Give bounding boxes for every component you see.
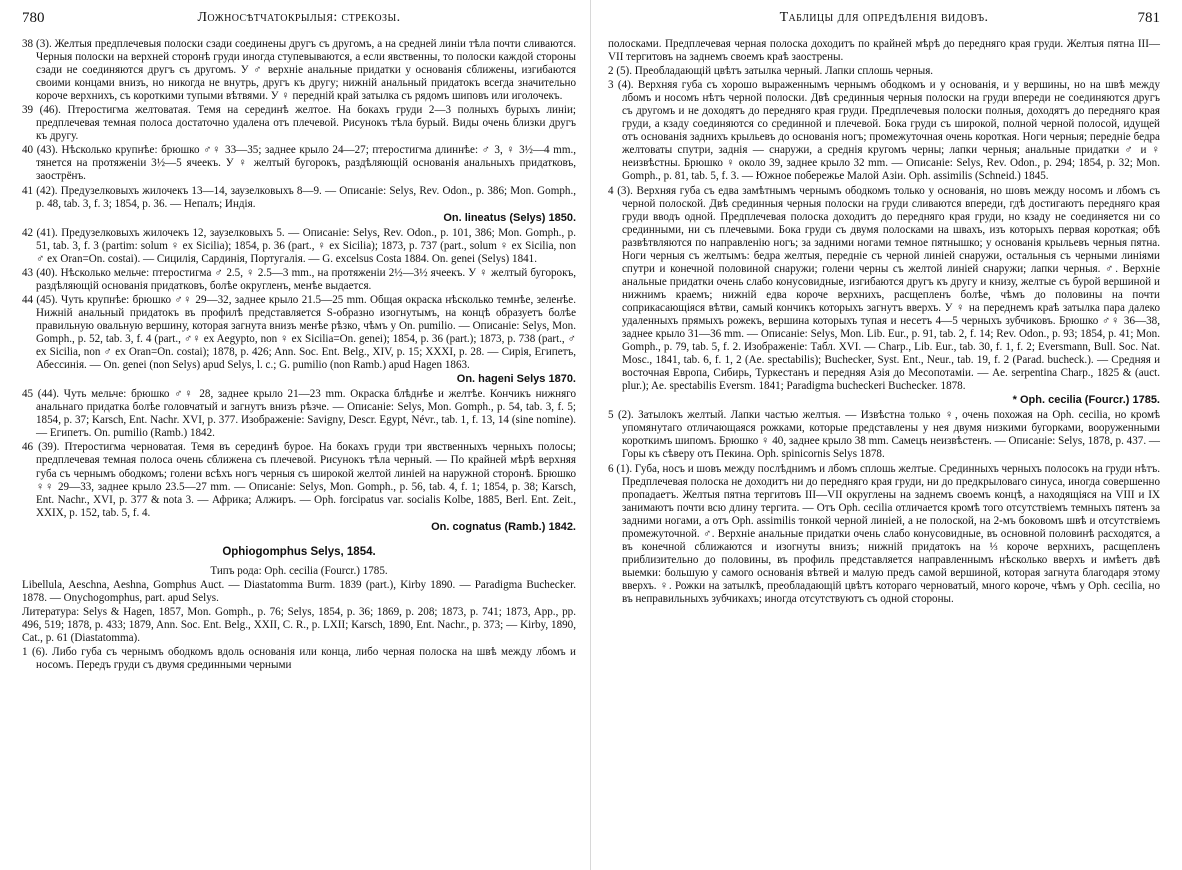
paragraph: Литература: Selys & Hagen, 1857, Mon. Gomph., p. 76; Selys, 1854, p. 36; 1869, p. 208; 1873, p. 741; 1873, App., pp. 496, 519; 1878, p. 433; 1879, Ann. Soc. Ent. Belg., XXII, C. R., p. LXII; Karsch, 1890, Ent. Nachr., p. 373; — Kirby, 1890, Cat., p. 61 (Diastatomma). <box>22 605 576 645</box>
key-couplet: 4 (3). Верхняя губа съ едва замѣтнымъ чернымъ ободкомъ только у основанія, но шовъ между носомъ и лбомъ съ черной полоской. Двѣ срединныя черныя полоски на груди сливаются впереди, гдѣ достигаютъ передняго края груди вводъ одной. Предплечевая полоска доходитъ до передняго края груди, но кзаду не соединяется ни со срединными, ни съ плечевыми. Бока груди съ двумя полосками на швахъ, изъ которыхъ первая короткая; обѣ развѣтвляются по направленію ногъ; за задними ногами темное пятнышко; у основанія крыльевъ черныя пятна. Ноги черныя съ желтымъ: бедра желтыя, передніе съ черной линіей снаружи, остальныя съ черными линіями спутри и конечной половиной снаружи; голени черны съ желтой линіей снаружи; лапки черныя. ♂. Верхніе анальные придатки очень слабо конусовидные, изгибаются другъ къ другу и книзу, желтые съ бурой вершиной и нижнимъ краемъ; нижній едва короче верхнихъ, расщепленъ болѣе, чѣмъ до половины на почти соприкасающіяся вѣтви, самый кончикъ которыхъ загнутъ вверхъ. У ♀ на переднемъ краѣ затылка пара далеко удаленныхъ прямыхъ рожекъ, вершина которыхъ тупая и несетъ 4—5 черныхъ зубчиковъ. Брюшко ♂♀ 36—38, заднее крыло 31—36 mm. — Описаніе: Selys, Mon. Lib. Eur., p. 91, tab. 2, f. 14; Rev. Odon., p. 93; 1854, p. 41; Mon. Gomph., p. 79, tab. 5, f. 2. Изображеніе: Табл. XVI. — Charp., Lib. Eur., tab. 30, f. 1, f. 2; Eversmann, Bull. Soc. Nat. Mosc., 1841, tab. 6, f. 1, 2 (Ae. spectabilis); Buchecker, Syst. Ent., Neur., tab. 19, f. 2 (Parad. bucheck.). — Средняя и восточная Европа, Сибирь, Туркестанъ и передняя Азія до Месопотаміи. — Ae. serpentina Charp., 1825 & (auct. plur.); Ae. spectabilis Eversm. 1841; Paradigma bucheckeri Buchecker. 1878. <box>608 184 1160 393</box>
running-head-right <box>608 10 1160 32</box>
running-title: Таблицы для опредѣленія видовъ. <box>779 10 989 25</box>
running-title: Ложносѣтчатокрылыя: стрекозы. <box>197 10 401 25</box>
genus-heading: Ophiogomphus Selys, 1854. <box>222 545 376 558</box>
key-couplet: 3 (4). Верхняя губа съ хорошо выраженнымъ чернымъ ободкомъ и у основанія, и у вершины, но на швѣ между лбомъ и носомъ нѣтъ черной полоски. Двѣ срединныя черныя полоски на груди впереди не соединяются другъ съ другомъ и не доходятъ до передняго края груди. Предплечевыя полоски полныя, доходятъ до передняго края груди, а кзаду соединяются со срединной и плечевой. Бока груди съ широкой, полной черной полосой, идущей отъ основанія заднихъ крыльевъ до основанія ногъ; промежуточная очень короткая. Ноги черныя; передніе бедра желтоваты спутри, заднія — снаружи, а среднія кругомъ черны; лапки черныя; анальные придатки ♂ и ♀ неизвѣстны. Брюшко ♀ около 39, заднее крыло 32 mm. — Описаніе: Selys, Rev. Odon., p. 294; 1854, p. 32; Mon. Gomph., p. 81, tab. 5, f. 3. — Южное побережье Малой Азіи. Oph. assimilis (Schneid.) 1845. <box>608 79 1160 183</box>
type-species-line: Типъ рода: Oph. cecilia (Fourcr.) 1785. <box>210 564 388 577</box>
key-couplet: 42 (41). Предузелковыхъ жилочекъ 12, заузелковыхъ 5. — Описаніе: Selys, Rev. Odon., p. 101, 386; Mon. Gomph., p. 51, tab. 3, f. 3 (partim: solum ♀ ex Sicilia); 1854, p. 36 (part., ♀ ex Sicilia); 1873, p. 737 (part., solum ♀ ex Sicilia, non ♂ ex Oran=On. costai). — Сицилія, Сардинія, Португалія. — G. excelsus Costa 1884. On. genei (Selys) 1841. <box>22 226 576 265</box>
key-couplet: 41 (42). Предузелковыхъ жилочекъ 13—14, заузелковыхъ 8—9. — Описаніе: Selys, Rev. Odon., p. 386; Mon. Gomph., p. 48, tab. 3, f. 3; 1854, p. 36. — Непалъ; Индія. <box>22 184 576 210</box>
species-name: On. lineatus (Selys) 1850. <box>443 211 576 224</box>
running-head-left <box>22 10 576 32</box>
key-couplet: 2 (5). Преобладающій цвѣтъ затылка черный. Лапки сплошь черныя. <box>608 65 934 78</box>
key-couplet: 46 (39). Птеростигма черноватая. Темя въ серединѣ бурое. На бокахъ груди три явственныхъ черныхъ полосы; предплечевая темная полоса очень сближена съ плечевой. Рисунокъ тѣла черный. — По крайней мѣрѣ верхняя губа съ чернымъ ободкомъ; голени всѣхъ ногъ черныя съ широкой желтой линіей на наружной сторонѣ. Брюшко ♀♀ 29—33, заднее крыло 23.5—27 mm. — Описаніе: Selys, Mon. Gomph., p. 56, tab. 4, f. 1; 1854, p. 38; Karsch, Ent. Nachr., XVI, p. 377 & nota 3. — Африка; Алжиръ. — Oph. forcipatus var. socialis Kolbe, 1885, Berl. Ent. Zeit., XXIX, p. 152, tab. 5, f. 4. <box>22 441 576 519</box>
right-page-text <box>608 38 1160 606</box>
page-number: 780 <box>22 10 45 26</box>
key-couplet: 5 (2). Затылокъ желтый. Лапки частью желтыя. — Извѣстна только ♀, очень похожая на Oph. cecilia, но кромѣ упомянутаго отличающаяся рожками, которые представлены у нея двумя низкими бугорками, вооруженными короткимъ шипомъ. Брюшко ♀ 40, заднее крыло 38 mm. Самецъ неизвѣстенъ. — Описаніе: Selys, 1878, p. 437. — Горы къ сѣверу отъ Пекина. Oph. spinicornis Selys 1878. <box>608 409 1160 461</box>
left-page-text <box>22 38 576 672</box>
key-couplet: 6 (1). Губа, носъ и шовъ между послѣднимъ и лбомъ сплошь желтые. Срединныхъ черныхъ полосокъ на груди нѣтъ. Предплечевая полоска не доходитъ ни до передняго края груди, ни до предкрыловаго синуса, иногда совершенно пропадаетъ. Желтыя пятна тергитовъ III—VII округлены на заднемъ своемъ концѣ, а находящіяся на VIII и IX занимаютъ почти всю длину тергита. — Отъ Oph. cecilia отличается кромѣ того отсутствіемъ темныхъ пятенъ за задними ногами, а отъ Oph. assimilis тонкой черной линіей, а не полоской, на 2-мъ боковомъ швѣ и отсутствіемъ промежуточной. ♂. Верхніе анальные придатки очень слабо конусовидные, въ основной половинѣ расходятся, а въ конечной сближаются и изогнуты внизъ; нижній придатокъ на ⅓ короче верхнихъ, расщепленъ приблизительно до половины, въ профиль представляется направленнымъ нѣсколько вверхъ и имѣетъ двѣ выемки: большую у самого основанія вѣтвей и малую предъ самой вершиной, которая загнута благодаря этому вверхъ. ♀. Рожки на затылкѣ, преобладающій цвѣтъ котораго черноватый, много короче, чѣмъ у Oph. cecilia, но въ неправильныхъ зубчикахъ; иногда отсутствуютъ съ одной стороны. <box>608 462 1160 605</box>
species-name: On. cognatus (Ramb.) 1842. <box>431 520 576 533</box>
species-name: On. hageni Selys 1870. <box>456 373 576 386</box>
page-number: 781 <box>1137 10 1160 26</box>
paragraph: Libellula, Aeschna, Aeshna, Gomphus Auct. — Diastatomma Burm. 1839 (part.), Kirby 1890. — Paradigma Buchecker. 1878. — Onychogomphus, part. apud Selys. <box>22 578 576 604</box>
key-couplet: 43 (40). Нѣсколько мельче: птеростигма ♂ 2.5, ♀ 2.5—3 mm., на протяженіи 2½—3½ ячеекъ. У ♀ желтый бугорокъ, раздѣляющій основанія придатковъ, болѣе округленъ, менѣе выдается. <box>22 266 576 292</box>
key-couplet: 1 (6). Либо губа съ чернымъ ободкомъ вдоль основанія или конца, либо черная полоска на швѣ между лбомъ и носомъ. Передъ груди съ двумя срединными черными <box>22 646 576 672</box>
key-couplet: 44 (45). Чуть крупнѣе: брюшко ♂♀ 29—32, заднее крыло 21.5—25 mm. Общая окраска нѣсколько темнѣе, зеленѣе. Нижній анальный придатокъ въ профилѣ представляется S-образно изогнутымъ, на концѣ образуетъ болѣе правильную овальную вершину, которая загнута внизъ менѣе рѣзко, чѣмъ у On. pumilio. — Описаніе: Selys, Mon. Gomph., p. 52, tab. 3, f. 4 (part., ♂♀ ex Aegypto, non ♀ ex Sicilia=On. genei); 1854, p. 36 (part.); 1873, p. 738 (part., ♂ ex Sicilia, non ♂ ex Oran=On. costai); 1878, p. 426; Ann. Soc. Ent. Belg., XIV, p. 15; XXXI, p. 28. — Сирія, Египетъ, Абессинія. — On. genei (non Selys) apud Selys, l. c.; G. pumilio (non Ramb.) apud Hagen 1863. <box>22 293 576 372</box>
paragraph: полосками. Предплечевая черная полоска доходитъ по крайней мѣрѣ до передняго края груди. Желтыя пятна III—VII тергитовъ на заднемъ своемъ краѣ заострены. <box>608 38 1160 64</box>
key-couplet: 38 (3). Желтыя предплечевыя полоски сзади соединены другъ съ другомъ, а на средней линіи тѣла почти сливаются. Черныя полоски на верхней сторонѣ груди иногда ступевываются, а если явственны, то полоски каждой стороны сзади не соединяются другъ съ другомъ. У ♂ верхніе анальные придатки у основанія сближены, изгибаются своими концами внизъ, но никогда не внутрь, другъ къ другу; нижній анальный придатокъ всегда значительно короче верхнихъ, съ короткими тупыми вѣтвями. У ♀ передній край затылка съ рядомъ шиповъ или иголочекъ. <box>22 38 576 103</box>
key-couplet: 45 (44). Чуть мельче: брюшко ♂♀ 28, заднее крыло 21—23 mm. Окраска блѣднѣе и желтѣе. Кончикъ нижняго анальнаго придатка болѣе головчатый и загнутъ внизъ рѣзче. — Описаніе: Selys, Mon. Gomph., p. 54, tab. 3, f. 5; 1854, p. 37; Karsch, Ent. Nachr. XVI, p. 377. Изображеніе: Savigny, Descr. Egypt, Névr., tab. 1, f. 13, 14 (sine nomine). — Египетъ. On. pumilio (Ramb.) 1842. <box>22 388 576 440</box>
key-couplet: 40 (43). Нѣсколько крупнѣе: брюшко ♂♀ 33—35; заднее крыло 24—27; птеростигма длиннѣе: ♂ 3, ♀ 3½—4 mm., тянется на протяженіи 3½—5 ячеекъ. У ♀ желтый бугорокъ, раздѣляющій основанія анальныхъ придатковъ, заострёнъ. <box>22 144 576 183</box>
species-name: * Oph. cecilia (Fourcr.) 1785. <box>1012 394 1160 407</box>
key-couplet: 39 (46). Птеростигма желтоватая. Темя на серединѣ желтое. На бокахъ груди 2—3 полныхъ бурыхъ линіи; предплечевая темная полоса достаточно удалена отъ плечевой. Рисунокъ тѣла бурый. Виды очень близки другъ къ другу. <box>22 104 576 143</box>
right-page <box>592 0 1182 870</box>
